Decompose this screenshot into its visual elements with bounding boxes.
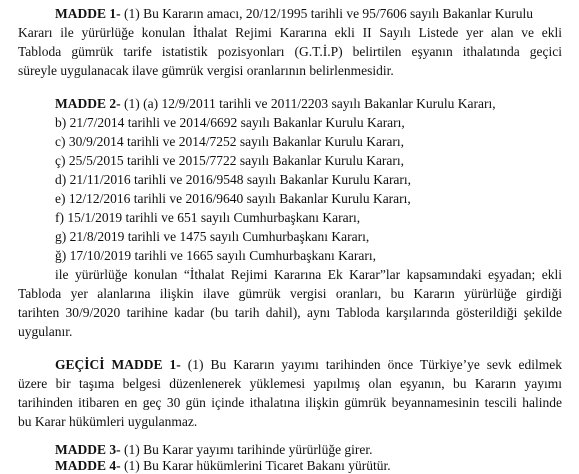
article2-intro: (1) (a) 12/9/2011 tarihli ve 2011/2203 sayılı Bakanlar Kurulu Kararı,	[124, 96, 496, 111]
article2-tail-3: tarihten 30/9/2020 tarihine kadar (bu tarih dahil), aynı Tabloda karşılarında gösterildiği şekilde	[18, 305, 562, 320]
article2-heading: MADDE 2-	[55, 96, 121, 111]
article2-item-c: c) 30/9/2014 tarihli ve 2014/7252 sayılı Bakanlar Kurulu Kararı,	[55, 134, 405, 149]
provisional-line-1: (1) Bu Kararın yayımı tarihinden önce Türkiye’ye sevk edilmek	[187, 357, 563, 372]
article2-item-b: b) 21/7/2014 tarihli ve 2014/6692 sayılı Bakanlar Kurulu Kararı,	[55, 115, 405, 130]
article1-heading: MADDE 1-	[55, 6, 121, 21]
article1-line-1: (1) Bu Kararın amacı, 20/12/1995 tarihli ve 95/7606 sayılı Bakanlar Kurulu	[124, 6, 534, 21]
article2-item-g: g) 21/8/2019 tarihli ve 1475 sayılı Cumhurbaşkanı Kararı,	[55, 229, 370, 244]
article2-item-cc: ç) 25/5/2015 tarihli ve 2015/7722 sayılı Bakanlar Kurulu Kararı,	[55, 153, 405, 168]
provisional-heading: GEÇİCİ MADDE 1-	[55, 357, 181, 372]
article2-first-line	[55, 96, 496, 112]
article2-item-e: e) 12/12/2016 tarihli ve 2016/9640 sayılı Bakanlar Kurulu Kararı,	[55, 191, 411, 206]
article1-line-3: Tabloda gümrük tarife istatistik pozisyonları (G.T.İ.P) belirtilen eşyanın ithalatında geçici	[18, 44, 562, 59]
article2-tail-4: uygulanır.	[18, 324, 73, 339]
provisional-line-4: bu Karar hükümleri uygulanmaz.	[18, 414, 198, 429]
article2-item-f: f) 15/1/2019 tarihli ve 651 sayılı Cumhurbaşkanı Kararı,	[55, 210, 361, 225]
provisional-line-2: üzere bir taşıma belgesi düzenlenerek yüklemesi yapılmış olan eşyanın, bu Kararın yayımı	[18, 376, 562, 391]
article3-text: (1) Bu Karar yayımı tarihinde yürürlüğe girer.	[124, 442, 373, 457]
provisional-line-3: tarihinden itibaren en geç 30 gün içinde ithalatına ilişkin gümrük beyannamesinin tescili halinde	[18, 395, 562, 410]
article1-line-2: Kararı ile yürürlüğe konulan İthalat Rejimi Kararına ekli II Sayılı Listede yer alan ve ekli	[18, 25, 562, 40]
article2-tail-2: Tabloda yer alanlarına ilişkin ilave gümrük vergisi oranları, bu Kararın yürürlüğe girdiği	[18, 286, 562, 301]
article4-heading: MADDE 4-	[55, 458, 121, 473]
article3-heading: MADDE 3-	[55, 442, 121, 457]
article2-tail-1: ile yürürlüğe konulan “İthalat Rejimi Kararına Ek Karar”lar kapsamındaki eşyadan; ekli	[55, 267, 562, 282]
provisional-first-line	[55, 357, 562, 373]
article1-line-4: süreyle uygulanacak ilave gümrük vergisi oranlarının belirlenmesidir.	[18, 63, 394, 78]
article4-line	[55, 458, 391, 474]
article3-line	[55, 442, 373, 458]
article4-text: (1) Bu Karar hükümlerini Ticaret Bakanı yürütür.	[124, 458, 391, 473]
article2-item-d: d) 21/11/2016 tarihli ve 2016/9548 sayılı Bakanlar Kurulu Kararı,	[55, 172, 412, 187]
article2-item-gg: ğ) 17/10/2019 tarihli ve 1665 sayılı Cumhurbaşkanı Kararı,	[55, 248, 376, 263]
article1-first-line	[55, 6, 533, 22]
